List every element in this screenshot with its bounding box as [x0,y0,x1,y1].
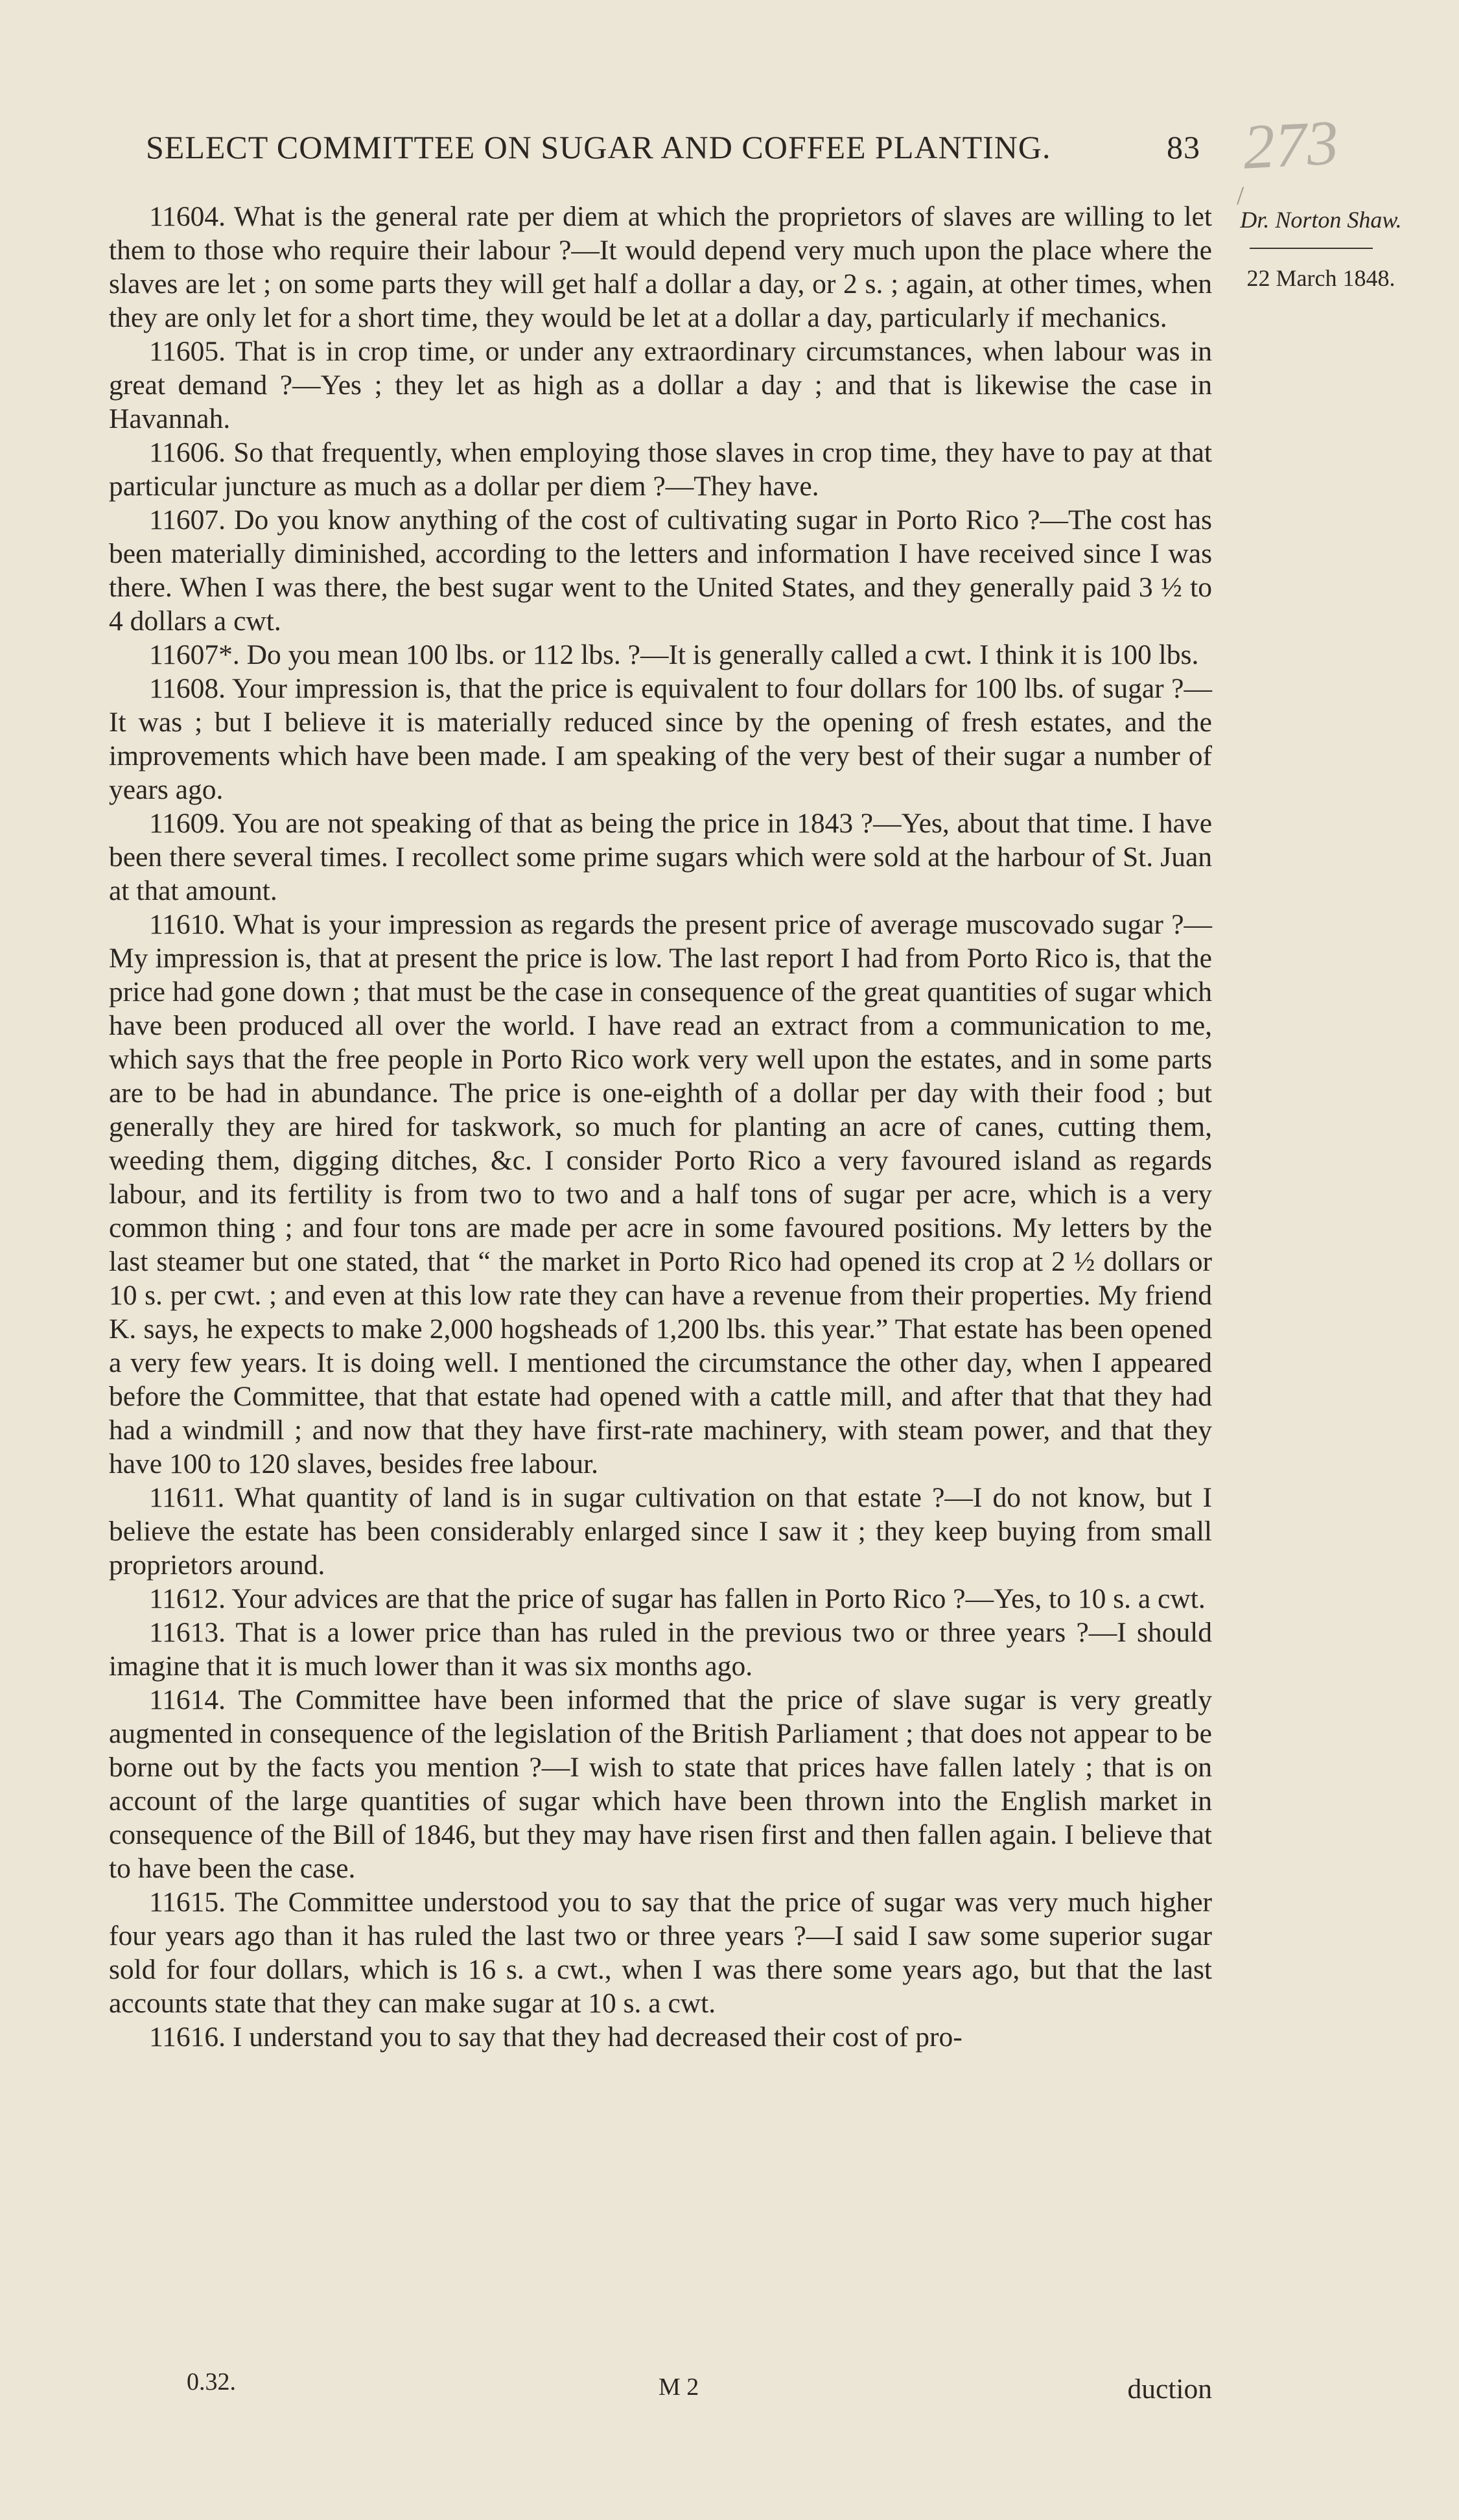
sidenote-date: 22 March 1848. [1246,265,1395,291]
signature-mark: M 2 [659,2373,699,2401]
paragraph-11608: 11608. Your impression is, that the price is equivalent to four dollars for 100 lbs. of sugar ?—It was ; but I believe it is materially reduced since by the opening of fresh estates, and the improvements which have been made. I am speaking of the very best of their sugar a number of years ago. [109,673,1212,805]
paragraph-11606: 11606. So that frequently, when employing those slaves in crop time, they have to pay at that particular juncture as much as a dollar per diem ?—They have. [109,437,1212,502]
page-number: 83 [1167,129,1200,165]
paragraph-11609: 11609. You are not speaking of that as being the price in 1843 ?—Yes, about that time. I have been there several times. I recollect some prime sugars which were sold at the harbour of St. Juan at that amount. [109,808,1212,906]
paragraph-11604: 11604. What is the general rate per diem at which the proprietors of slaves are willing to let them to those who require their labour ?—It would depend very much upon the place where the slaves are let ; on some parts they will get half a dollar a day, or 2 s. ; again, at other times, when they are only let for a short time, they would be let at a dollar a day, particularly if mechanics. [109,201,1212,333]
testimony-body [109,200,1212,2054]
sidenote-rule [1250,248,1373,249]
catchword: duction [1127,2373,1212,2405]
paragraph-11607: 11607. Do you know anything of the cost of cultivating sugar in Porto Rico ?—The cost has been materially diminished, according to the letters and information I have received since I was there. When I was there, the best sugar went to the United States, and they generally paid 3 ½ to 4 dollars a cwt. [109,504,1212,637]
folio-mark: / [1237,181,1244,210]
paragraph-11616: 11616. I understand you to say that they had decreased their cost of pro- [149,2021,963,2053]
paragraph-11613: 11613. That is a lower price than has ruled in the previous two or three years ?—I should imagine that it is much lower than it was six months ago. [109,1617,1212,1682]
paragraph-11610: 11610. What is your impression as regards the present price of average muscovado sugar ?—My impression is, that at present the price is low. The last report I had from Porto Rico is, that the price had gone down ; that must be the case in consequence of the great quantities of sugar which have been produced all over the world. I have read an extract from a communication to me, which says that the free people in Porto Rico work very well upon the estates, and in some parts are to be had in abundance. The price is one-eighth of a dollar per day with their food ; but generally they are hired for taskwork, so much for planting an acre of canes, cutting them, weeding them, digging ditches, &c. I consider Porto Rico a very favoured island as regards labour, and its fertility is from two to two and a half tons of sugar per acre, which is a very common thing ; and four tons are made per acre in some favoured positions. My letters by the last steamer but one stated, that “ the market in Porto Rico had opened its crop at 2 ½ dollars or 10 s. per cwt. ; and even at this low rate they can have a revenue from their properties. My friend K. says, he expects to make 2,000 hogsheads of 1,200 lbs. this year.” That estate has been opened a very few years. It is doing well. I mentioned the circumstance the other day, when I appeared before the Committee, that that estate had opened with a cattle mill, and after that that they had had a windmill ; and now that they have first-rate machinery, with steam power, and that they have 100 to 120 slaves, besides free labour. [109,909,1212,1479]
paragraph-11615: 11615. The Committee understood you to say that the price of sugar was very much higher four years ago than it has ruled the last two or three years ?—I said I saw some superior sugar sold for four dollars, which is 16 s. a cwt., when I was there some years ago, but that the last accounts state that they can make sugar at 10 s. a cwt. [109,1887,1212,2019]
witness-name: Dr. Norton Shaw. [1240,207,1402,233]
sidenote-witness [1224,206,1418,233]
paragraph-11614: 11614. The Committee have been informed that the price of slave sugar is very greatly augmented in consequence of the legislation of the British Parliament ; that does not appear to be borne out by the facts you mention ?—I wish to state that prices have fallen lately ; that is on account of the large quantities of sugar which have been thrown into the English market in consequence of the Bill of 1846, but they may have risen first and then fallen again. I believe that to have been the case. [109,1684,1212,1884]
paragraph-11611: 11611. What quantity of land is in sugar cultivation on that estate ?—I do not know, but I believe the estate has been considerably enlarged since I saw it ; they keep buying from small proprietors around. [109,1482,1212,1581]
paragraph-11605: 11605. That is in crop time, or under any extraordinary circumstances, when labour was in great demand ?—Yes ; they let as high as a dollar a day ; and that is likewise the case in Havannah. [109,336,1212,434]
running-header [146,128,1248,166]
paragraph-11607-star: 11607*. Do you mean 100 lbs. or 112 lbs. ?—It is generally called a cwt. I think it is 100 lbs. [149,639,1199,670]
page-footer [109,2368,1212,2407]
footer-signature: 0.32. [187,2368,236,2396]
handwritten-folio-number: 273 [1241,108,1340,183]
paragraph-11612: 11612. Your advices are that the price of sugar has fallen in Porto Rico ?—Yes, to 10 s. a cwt. [149,1583,1206,1614]
header-title: SELECT COMMITTEE ON SUGAR AND COFFEE PLANTING. [146,129,1051,165]
